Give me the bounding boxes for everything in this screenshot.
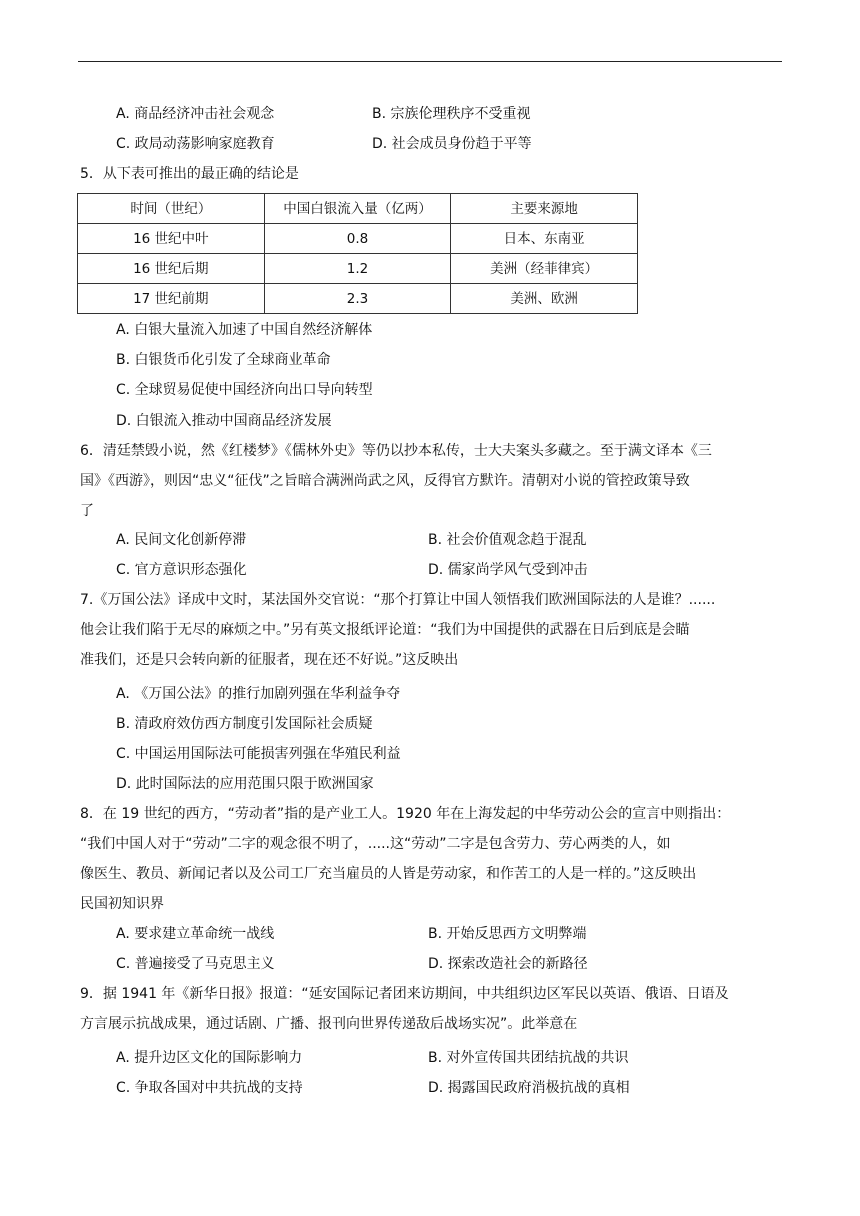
q4-option-a[interactable]: A. 商品经济冲击社会观念 (116, 106, 275, 122)
table-header-cell: 时间（世纪） (78, 194, 265, 224)
table-header-row (78, 194, 638, 224)
table-header-cell: 主要来源地 (451, 194, 638, 224)
q5-stem: 5．从下表可推出的最正确的结论是 (80, 166, 299, 182)
q7-stem-line3: 准我们，还是只会转向新的征服者，现在还不好说。”这反映出 (80, 652, 459, 668)
q7-option-b[interactable]: B. 清政府效仿西方制度引发国际社会质疑 (116, 716, 373, 732)
q9-option-a[interactable]: A. 提升边区文化的国际影响力 (116, 1050, 303, 1066)
q6-option-d[interactable]: D. 儒家尚学风气受到冲击 (428, 562, 588, 578)
q7-option-d[interactable]: D. 此时国际法的应用范围只限于欧洲国家 (116, 776, 374, 792)
table-cell: 16 世纪中叶 (78, 224, 265, 254)
q5-option-c[interactable]: C. 全球贸易促使中国经济向出口导向转型 (116, 382, 373, 398)
q8-stem-line2: “我们中国人对于“劳动”二字的观念很不明了，.....这“劳动”二字是包含劳力、劳心两类的人，如 (80, 836, 671, 852)
q7-stem-line2: 他会让我们陷于无尽的麻烦之中。”另有英文报纸评论道：“我们为中国提供的武器在日后到底是会瞄 (80, 622, 690, 638)
q8-stem-line4: 民国初知识界 (80, 896, 164, 912)
table-row (78, 224, 638, 254)
q6-stem-line2: 国》《西游》，则因“忠义“征伐”之旨暗合满洲尚武之风，反得官方默许。清朝对小说的管控政策导致 (80, 473, 690, 489)
q9-stem-line2: 方言展示抗战成果，通过话剧、广播、报刊向世界传递敌后战场实况”。此举意在 (80, 1016, 578, 1032)
q6-stem-line1: 6．清廷禁毁小说，然《红楼梦》《儒林外史》等仍以抄本私传，士大夫案头多藏之。至于满文译本《三 (80, 443, 712, 459)
q8-option-d[interactable]: D. 探索改造社会的新路径 (428, 956, 588, 972)
q6-option-c[interactable]: C. 官方意识形态强化 (116, 562, 247, 578)
q5-option-d[interactable]: D. 白银流入推动中国商品经济发展 (116, 413, 332, 429)
q7-option-c[interactable]: C. 中国运用国际法可能损害列强在华殖民利益 (116, 746, 401, 762)
header-rule (78, 61, 782, 62)
q7-option-a[interactable]: A. 《万国公法》的推行加剧列强在华利益争夺 (116, 686, 401, 702)
table-cell: 1.2 (264, 254, 451, 284)
q9-option-d[interactable]: D. 揭露国民政府消极抗战的真相 (428, 1080, 630, 1096)
q5-option-b[interactable]: B. 白银货币化引发了全球商业革命 (116, 352, 331, 368)
table-row (78, 284, 638, 314)
q8-option-c[interactable]: C. 普遍接受了马克思主义 (116, 956, 275, 972)
table-cell: 美洲（经菲律宾） (451, 254, 638, 284)
q8-stem-line1: 8．在 19 世纪的西方，“劳动者”指的是产业工人。1920 年在上海发起的中华劳动公会的宣言中则指出： (80, 806, 731, 822)
q5-option-a[interactable]: A. 白银大量流入加速了中国自然经济解体 (116, 322, 373, 338)
table-cell: 17 世纪前期 (78, 284, 265, 314)
q9-stem-line1: 9．据 1941 年《新华日报》报道：“延安国际记者团来访期间，中共组织边区军民以英语、俄语、日语及 (80, 986, 729, 1002)
table-cell: 0.8 (264, 224, 451, 254)
table-cell: 日本、东南亚 (451, 224, 638, 254)
q8-option-b[interactable]: B. 开始反思西方文明弊端 (428, 926, 587, 942)
q8-option-a[interactable]: A. 要求建立革命统一战线 (116, 926, 275, 942)
q7-stem-line1: 7.《万国公法》译成中文时，某法国外交官说：“那个打算让中国人领悟我们欧洲国际法的人是谁？...... (80, 592, 716, 608)
q4-option-d[interactable]: D. 社会成员身份趋于平等 (372, 136, 532, 152)
table-cell: 美洲、欧洲 (451, 284, 638, 314)
table-cell: 16 世纪后期 (78, 254, 265, 284)
table-row (78, 254, 638, 284)
q9-option-b[interactable]: B. 对外宣传国共团结抗战的共识 (428, 1050, 629, 1066)
q9-option-c[interactable]: C. 争取各国对中共抗战的支持 (116, 1080, 303, 1096)
q8-stem-line3: 像医生、教员、新闻记者以及公司工厂充当雇员的人皆是劳动家，和作苦工的人是一样的。”这反映出 (80, 866, 697, 882)
table-header-cell: 中国白银流入量（亿两） (264, 194, 451, 224)
table-cell: 2.3 (264, 284, 451, 314)
q6-option-a[interactable]: A. 民间文化创新停滞 (116, 532, 247, 548)
q4-option-b[interactable]: B. 宗族伦理秩序不受重视 (372, 106, 531, 122)
silver-inflow-table (77, 193, 638, 314)
q6-option-b[interactable]: B. 社会价值观念趋于混乱 (428, 532, 587, 548)
q6-stem-line3: 了 (80, 503, 94, 519)
q4-option-c[interactable]: C. 政局动荡影响家庭教育 (116, 136, 275, 152)
